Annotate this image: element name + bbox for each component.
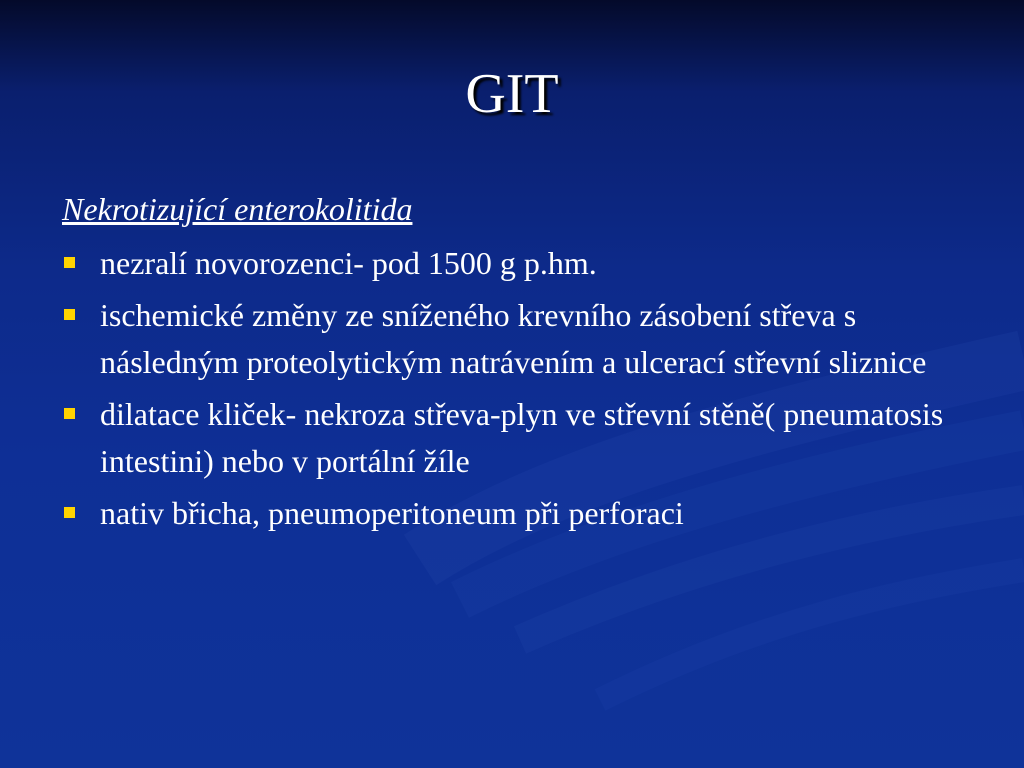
bullet-item: [62, 490, 982, 537]
yellow-square-bullet-icon: [64, 257, 75, 268]
slide-subtitle: Nekrotizující enterokolitida: [62, 191, 413, 227]
yellow-square-bullet-icon: [64, 309, 75, 320]
bullet-item: [62, 240, 982, 287]
bullet-item: [62, 391, 982, 485]
bullet-text: nezralí novorozenci- pod 1500 g p.hm.: [100, 245, 597, 281]
bullet-list: [62, 240, 982, 537]
bullet-text: nativ břicha, pneumoperitoneum při perforaci: [100, 495, 684, 531]
bullet-text: dilatace kliček- nekroza střeva-plyn ve střevní stěně( pneumatosis intestini) nebo v portální žíle: [100, 396, 944, 479]
bullet-item: [62, 292, 982, 386]
yellow-square-bullet-icon: [64, 408, 75, 419]
bullet-text: ischemické změny ze sníženého krevního zásobení střeva s následným proteolytickým natrávením a ulcerací střevní sliznice: [100, 297, 927, 380]
slide-content: [62, 186, 982, 542]
yellow-square-bullet-icon: [64, 507, 75, 518]
slide-title: GIT: [465, 63, 559, 125]
